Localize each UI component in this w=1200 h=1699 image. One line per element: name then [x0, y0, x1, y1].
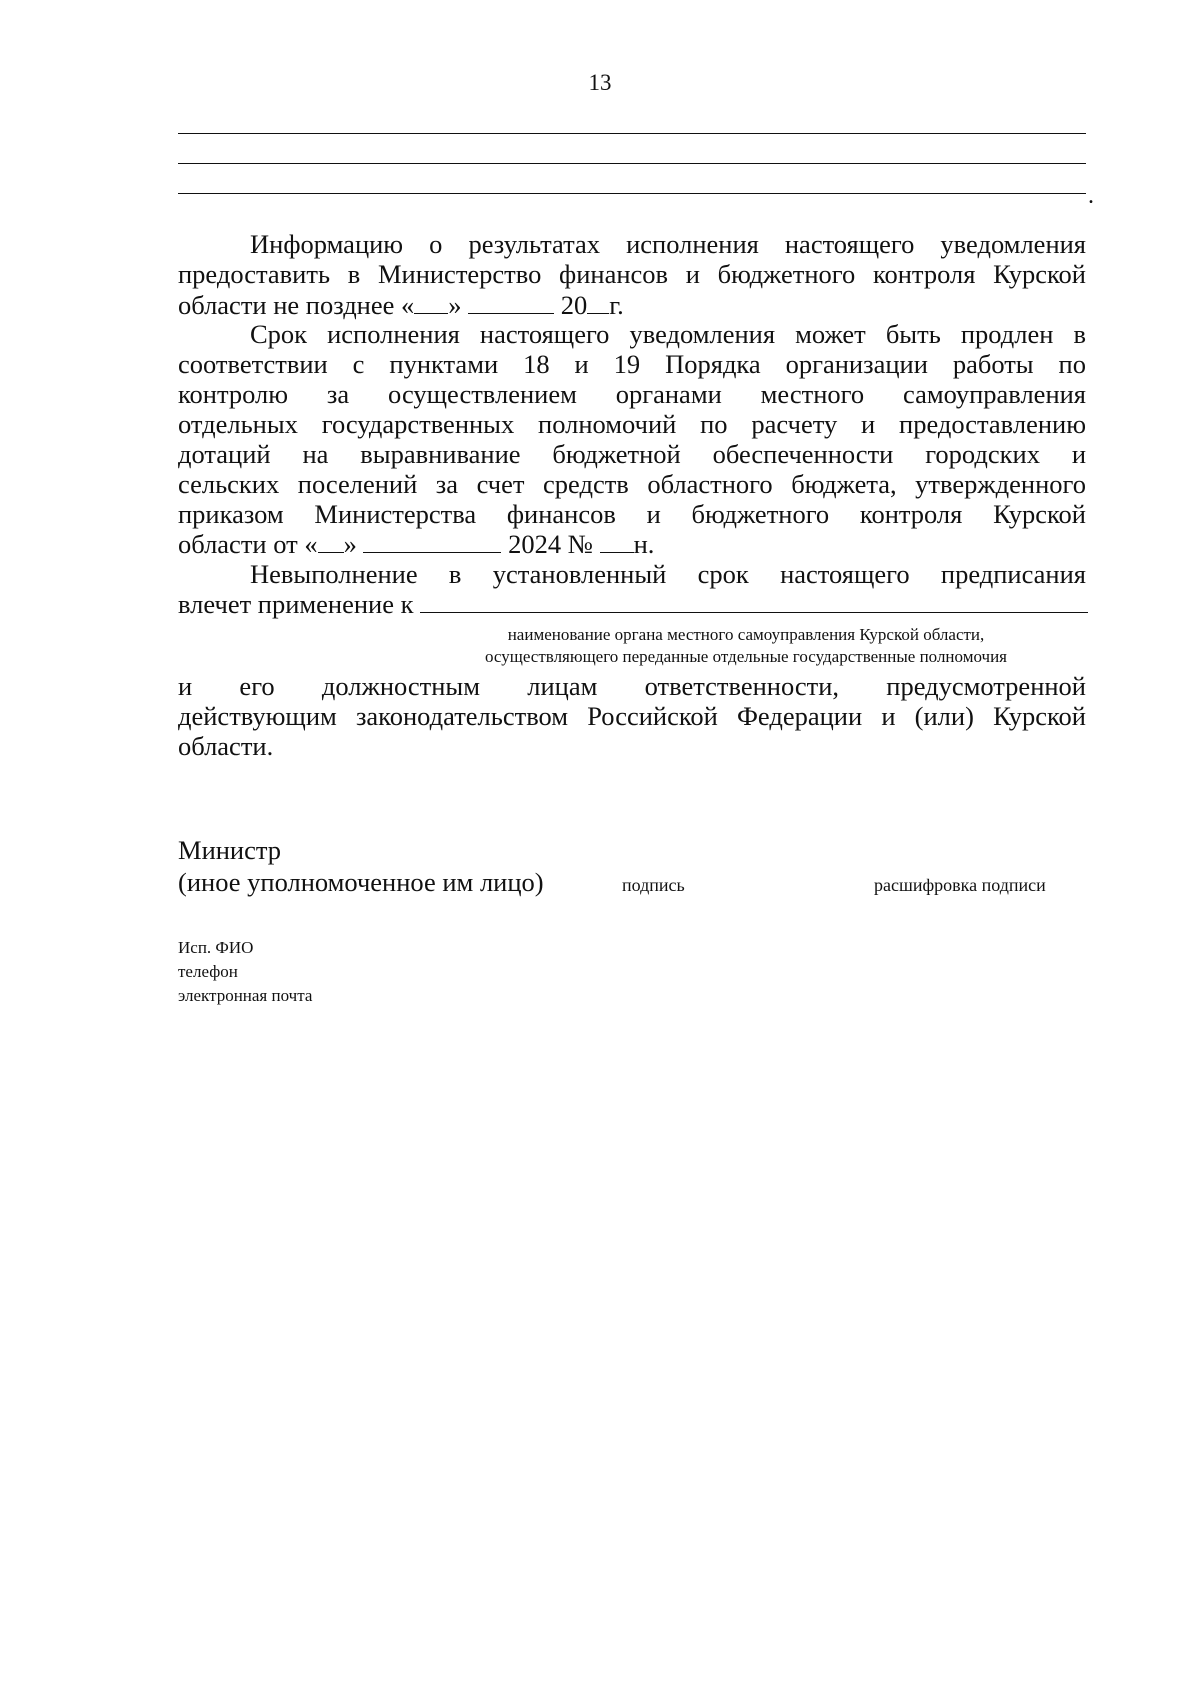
failure-line-4: действующим законодательством Российской Федерации и (или) Курской — [178, 701, 1086, 731]
order-day-blank — [318, 530, 344, 553]
info-quote-close: » — [448, 290, 462, 320]
deadline-month-blank — [468, 291, 554, 314]
info-deadline-prefix: области не позднее « — [178, 290, 415, 320]
signer-title: Министр — [178, 835, 282, 865]
page-number: 13 — [588, 70, 612, 95]
info-deadline-suffix: г. — [609, 290, 624, 320]
order-year-number: 2024 № — [508, 529, 593, 559]
signer-subtitle: (иное уполномоченное им лицо) — [178, 867, 544, 897]
signature-decoding-label: расшифровка подписи — [874, 875, 1046, 895]
info-line-1: Информацию о результатах исполнения настоящего уведомления — [250, 229, 1086, 259]
executor-name: Исп. ФИО — [178, 938, 254, 957]
authority-caption-2: осуществляющего переданные отдельные государственные полномочия — [484, 647, 1007, 666]
blank-line-1 — [178, 133, 1086, 134]
info-deadline-year: 20 — [560, 290, 588, 320]
blank-lines-period: . — [1088, 183, 1094, 209]
term-line-7: приказом Министерства финансов и бюджетного контроля Курской — [178, 499, 1086, 529]
term-line-2: соответствии с пунктами 18 и 19 Порядка организации работы по — [178, 349, 1086, 379]
authority-caption-1: наименование органа местного самоуправления Курской области, — [507, 625, 985, 644]
term-line-3: контролю за осуществлением органами местного самоуправления — [178, 379, 1086, 409]
failure-line-3: и его должностным лицам ответственности, предусмотренной — [178, 671, 1086, 701]
authority-name-blank — [420, 590, 1088, 613]
term-line-6: сельских поселений за счет средств областного бюджета, утвержденного — [178, 469, 1086, 499]
deadline-day-blank — [414, 291, 448, 314]
info-line-3 — [178, 289, 1086, 321]
executor-phone: телефон — [178, 962, 238, 981]
term-line-8 — [178, 528, 1086, 560]
failure-line-5: области. — [178, 731, 274, 761]
order-month-blank — [363, 530, 501, 553]
blank-line-2 — [178, 163, 1086, 164]
term-line-1: Срок исполнения настоящего уведомления может быть продлен в — [250, 319, 1086, 349]
order-quote-close: » — [343, 529, 357, 559]
deadline-year-blank — [587, 291, 609, 314]
term-line-4: отдельных государственных полномочий по расчету и предоставлению — [178, 409, 1086, 439]
signature-label: подпись — [622, 875, 685, 895]
failure-line-1: Невыполнение в установленный срок настоящего предписания — [250, 559, 1086, 589]
blank-line-3 — [178, 193, 1086, 194]
failure-line-2-prefix: влечет применение к — [178, 589, 414, 619]
executor-email: электронная почта — [178, 986, 313, 1005]
term-line-5: дотаций на выравнивание бюджетной обеспеченности городских и — [178, 439, 1086, 469]
info-line-2: предоставить в Министерство финансов и бюджетного контроля Курской — [178, 259, 1086, 289]
order-date-prefix: области от « — [178, 529, 318, 559]
order-number-suffix: н. — [633, 529, 655, 559]
order-number-blank — [600, 530, 634, 553]
failure-line-2 — [178, 588, 1086, 620]
